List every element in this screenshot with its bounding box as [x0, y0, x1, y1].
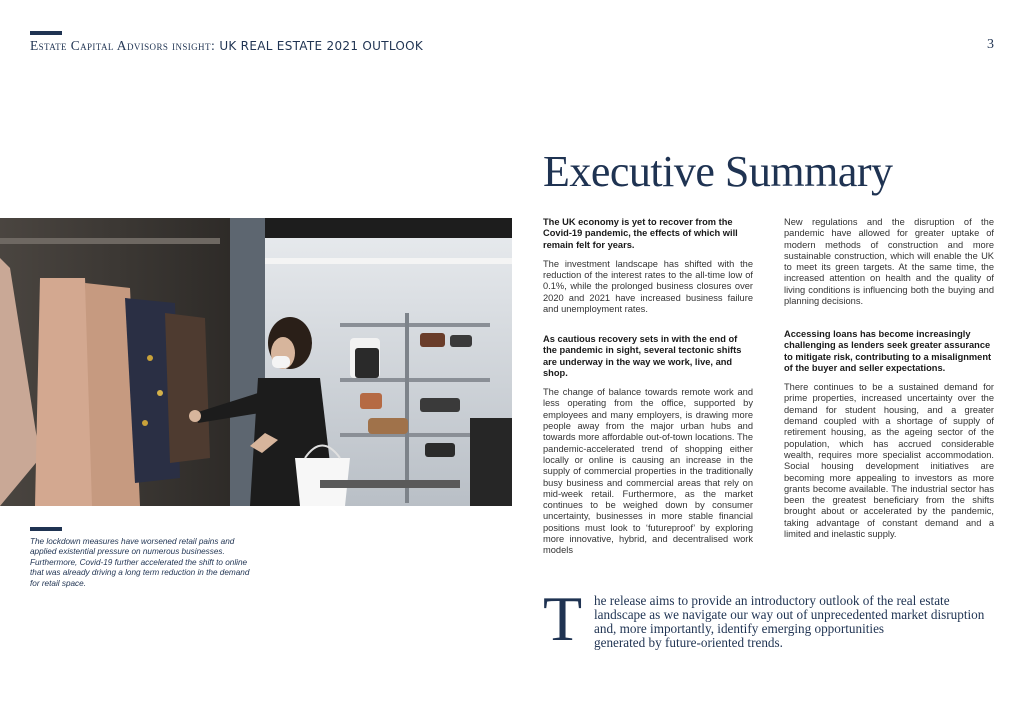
section-body-remote-work: The change of balance towards remote work and less operating from the office, supported by employees and many employers, is drawing more people away from the major urban hubs and towards more affordable out-of-town locations. The pandemic-accelerated trend of shopping either locally or online is causing an increase in the supply of commercial properties in the traditionally busy business and commercial areas that rely on mid-week retail. Furthermore, as the market continues to be weighed down by consumer uncertainty, businesses in more stable financial positions must look to ‘futureproof’ by exploring more innovative, hybrid, and decentralised work models [543, 387, 753, 556]
retail-shopper-photo [0, 218, 512, 506]
header-title [30, 38, 423, 54]
intro-line-2: landscape as we navigate our way out of unprecedented market disruption [594, 607, 985, 622]
right-column [784, 217, 994, 307]
intro-line-3: and, more importantly, identify emerging opportunities [594, 621, 885, 636]
section-lead-economy: The UK economy is yet to recover from the Covid-19 pandemic, the effects of which will remain felt for years. [543, 217, 738, 250]
section-body-regulations: New regulations and the disruption of the pandemic have allowed for greater uptake of modern methods of construction and more sustainable construction, which will enable the UK to meet its green targets. At the same time, the increased attention on health and the quality of living conditions is influencing both the buying and planning decisions. [784, 217, 994, 307]
section-lead-loans: Accessing loans has become increasingly challenging as lenders seek greater assurance to mitigate risk, contributing to a misalignment of the buyer and seller expectations. [784, 329, 992, 373]
section-body-demand: There continues to be a sustained demand for prime properties, increased uncertainty over the demand for student housing, and a greater demand coupled with a shortage of supply of retirement housing, as the ageing sector of the population, which has accrued considerable wealth, requires more specialist accommodation. Social housing development initiatives are becoming more appealing to investors as more grants become available. The industrial sector has been the greatest beneficiary from the shifts brought about or accelerated by the pandemic, taking advantage of constant demand and a limited and inelastic supply. [784, 382, 994, 540]
right-column-2 [784, 329, 994, 540]
intro-dropcap: T [543, 583, 583, 654]
photo-illustration [0, 218, 512, 506]
section-lead-recovery: As cautious recovery sets in with the end of the pandemic in sight, several tectonic shifts are underway in the way we work, live, and shop. [543, 334, 742, 378]
page-number: 3 [987, 37, 994, 52]
page-title: Executive Summary [543, 147, 893, 196]
intro-line-1: he release aims to provide an introductory outlook of the real estate [594, 593, 950, 608]
intro-paragraph [543, 583, 1003, 654]
header-brand: Estate Capital Advisors insight [30, 38, 211, 53]
header-separator: : [210, 39, 220, 53]
section-body-investment: The investment landscape has shifted with the reduction of the interest rates to the all-time low of 0.1%, while the prolonged business closures over 2020 and 2021 have increased business failure and unemployment rates. [543, 258, 753, 315]
photo-caption: The lockdown measures have worsened retail pains and applied existential pressure on numerous businesses. Furthermore, Covid-19 further accelerated the shift to online that was already driving a long term reduction in the demand for retail space. [30, 537, 250, 588]
header-topic: UK REAL ESTATE 2021 OUTLOOK [219, 39, 424, 53]
header-accent-bar [30, 31, 62, 35]
left-column-2 [543, 334, 753, 557]
caption-accent-bar [30, 527, 62, 531]
intro-line-4: generated by future-oriented trends. [594, 635, 783, 650]
left-column [543, 217, 753, 315]
